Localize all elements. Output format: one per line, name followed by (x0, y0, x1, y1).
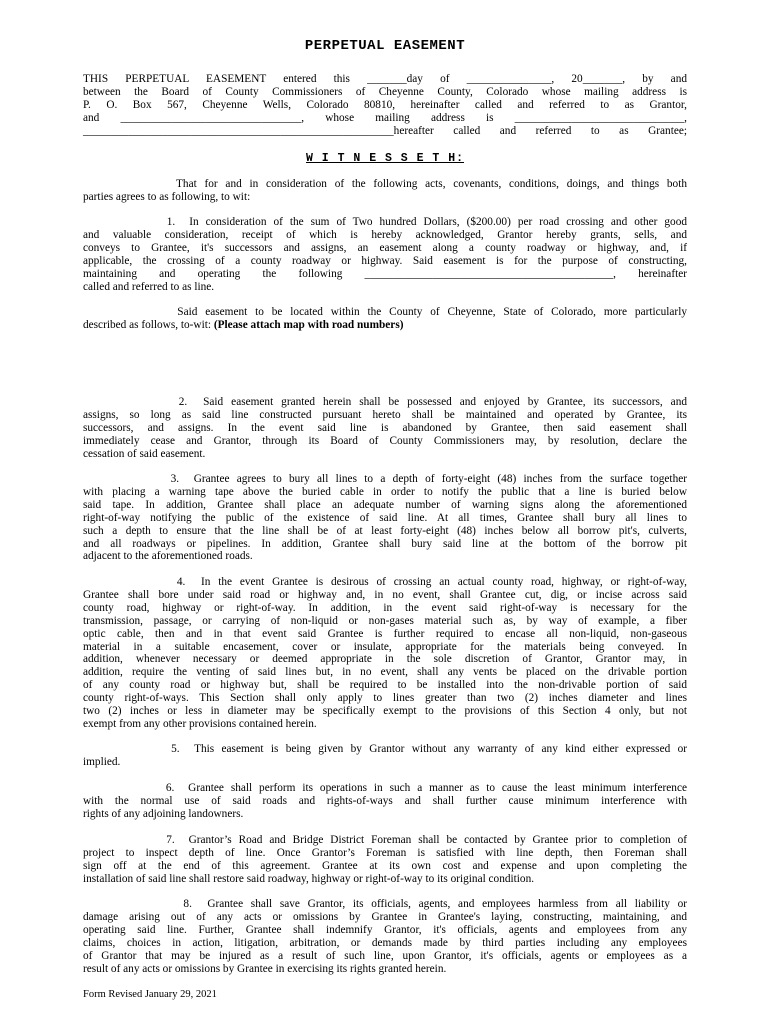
section-3-line: adjacent to the aforementioned roads. (83, 550, 253, 563)
section-3-paragraph (83, 473, 687, 563)
intro-line: _______________________________________________________hereafter called and referred to as Grantee; (83, 124, 687, 137)
section-1-line: and valuable consideration, receipt of which is hereby acknowledged, Grantor hereby grants, sells, and (83, 228, 687, 241)
section-8-line: 8. Grantee shall save Grantor, its officials, agents, and employees harmless from all liability or (83, 898, 687, 910)
section-7-line: 7. Grantor’s Road and Bridge District Foreman shall be contacted by Grantee prior to completion of (83, 834, 687, 846)
section-3-line: said tape. In addition, Grantee shall place an adequate number of warning signs along the aforementioned (83, 498, 687, 511)
section-6-paragraph (83, 782, 687, 821)
section-7-line: installation of said line shall restore said roadway, highway or right-of-way to its original condition. (83, 872, 535, 885)
preamble-line: parties agrees to as following, to wit: (83, 190, 251, 203)
section-4-line: addition, require the venting of said lines but, in no event, shall any vents be placed on the drivable portion (83, 666, 687, 679)
section-7-paragraph (83, 834, 687, 886)
section-4-line: material in a suitable encasement, cover or insulate, appropriate for the materials being conveyed. In (83, 640, 687, 653)
section-1-line: called and referred to as line. (83, 280, 215, 293)
section-3-line: and all roadways or pipelines. In addition, Grantee shall bury said line at the bottom of the borrow pit (83, 537, 687, 550)
section-2-paragraph (83, 396, 687, 461)
intro-line: between the Board of County Commissioners of Cheyenne County, Colorado whose mailing address is (83, 85, 687, 98)
section-8-line: of Grantor that may be injured as a result of such line, upon Grantor, it's officials, agents or employees as a (83, 949, 687, 962)
section-2-line: assigns, so long as said line constructed pursuant hereto shall be maintained and operated by Grantee, its (83, 408, 687, 421)
section-2-line: immediately cease and Grantor, through its Board of County Commissioners may, by resolution, declare the (83, 434, 687, 447)
section-5-line: implied. (83, 755, 121, 768)
section-8-line: operating said line. Further, Grantee shall indemnify Grantor, it's officials, agents and employees from any (83, 923, 687, 936)
location-line: Said easement to be located within the County of Cheyenne, State of Colorado, more particularly (83, 306, 687, 318)
intro-line: P. O. Box 567, Cheyenne Wells, Colorado 80810, hereinafter called and referred to as Grantor, (83, 98, 687, 111)
location-prefix: described as follows, to-wit: (83, 318, 214, 331)
section-1-line: 1. In consideration of the sum of Two hundred Dollars, ($200.00) per road crossing and other good (83, 216, 687, 228)
section-1-line: applicable, the crossing of a county roadway or highway. Said easement is for the purpose of constructing, (83, 254, 687, 267)
section-4-paragraph (83, 576, 687, 731)
section-8-line: claims, choices in action, litigation, arbitration, or demands made by third parties including any employees (83, 936, 687, 949)
section-4-line: of any county road or highway but, shall be required to be installed into the non-drivable portion of said (83, 679, 687, 692)
section-7-line: project to inspect depth of line. Once Grantor’s Foreman is satisfied with line depth, then Foreman shall (83, 846, 687, 859)
preamble-line: That for and in consideration of the following acts, covenants, conditions, doings, and things both (83, 178, 687, 190)
document-title: PERPETUAL EASEMENT (304, 38, 466, 54)
location-paragraph (83, 306, 687, 332)
section-4-line: transmission, passage, or carrying of non-liquid or non-gases material such as, by way of example, a fiber (83, 614, 687, 627)
section-8-line: damage arising out of any acts or omissions by Grantee in Grantee's laying, constructing, maintaining, and (83, 910, 687, 923)
section-3-line: 3. Grantee agrees to bury all lines to a depth of forty-eight (48) inches from the surface together (83, 473, 687, 485)
section-4-line: county road, highway or right-of-way. In addition, in the event said right-of-way is necessary for the (83, 601, 687, 614)
section-4-line: exempt from any other provisions contained herein. (83, 717, 317, 730)
section-6-line: rights of any adjoining landowners. (83, 807, 244, 820)
intro-line: THIS PERPETUAL EASEMENT entered this _______day of _______________, 20_______, by and (83, 73, 687, 85)
section-4-line: addition, whenever necessary or deemed appropriate in the sole discretion of Grantor, Grantor may, in (83, 653, 687, 666)
location-line (83, 319, 687, 332)
section-3-line: right-of-way notifying the public of the existence of said line. At all times, Grantee shall bury all lines to (83, 511, 687, 524)
section-4-line: 4. In the event Grantee is desirous of crossing an actual county road, highway, or right-of-way, (83, 576, 687, 588)
section-7-line: sign off at the end of this agreement. Grantee at its own cost and expense and upon completing the (83, 859, 687, 872)
section-2-line: 2. Said easement granted herein shall be possessed and enjoyed by Grantee, its successors, and (83, 396, 687, 408)
preamble-paragraph (83, 178, 687, 204)
section-6-line: with the normal use of said roads and rights-of-ways and shall further cause minimum interference with (83, 794, 687, 807)
section-4-line: two (2) inches or less in diameter may be specifically exempt to the provisions of this Section 4 only, but not (83, 705, 687, 718)
intro-line: and ________________________________, whose mailing address is ______________________________, (83, 111, 687, 124)
intro-paragraph (83, 73, 687, 138)
section-5-paragraph (83, 743, 687, 769)
section-6-line: 6. Grantee shall perform its operations in such a manner as to cause the least minimum interference (83, 782, 687, 794)
section-2-line: successors, and assigns. In the event said line is abandoned by Grantee, then said easement shall (83, 421, 687, 434)
section-1-paragraph (83, 216, 687, 293)
witnesseth-heading: W I T N E S S E T H: (305, 152, 465, 165)
section-3-line: with placing a warning tape above the buried cable in order to notify the public that a line is buried below (83, 485, 687, 498)
section-4-line: optic cable, then and in that event said Grantee is further required to encase all non-liquid, non-gaseous (83, 627, 687, 640)
section-1-line: maintaining and operating the following ____________________________________________, hereinafter (83, 267, 687, 280)
section-2-line: cessation of said easement. (83, 447, 206, 460)
form-revision-footer: Form Revised January 29, 2021 (83, 989, 217, 1000)
section-4-line: county right-of-ways. This Section shall only apply to lines greater than two (2) inches diameter and lines (83, 692, 687, 705)
section-4-line: Grantee shall bore under said road or highway and, in no event, shall Grantee cut, dig, or incise across said (83, 588, 687, 601)
section-1-line: conveys to Grantee, it's successors and assigns, an easement along a county roadway or highway, and, if (83, 241, 687, 254)
attach-map-instruction: (Please attach map with road numbers) (213, 318, 404, 331)
section-8-line: result of any acts or omissions by Grantee in exercising its rights granted herein. (83, 962, 447, 975)
section-3-line: such a depth to ensure that the line shall be of at least forty-eight (48) inches below all borrow pit's, culverts, (83, 524, 687, 537)
section-8-paragraph (83, 898, 687, 975)
section-5-line: 5. This easement is being given by Grantor without any warranty of any kind either expressed or (83, 743, 687, 755)
